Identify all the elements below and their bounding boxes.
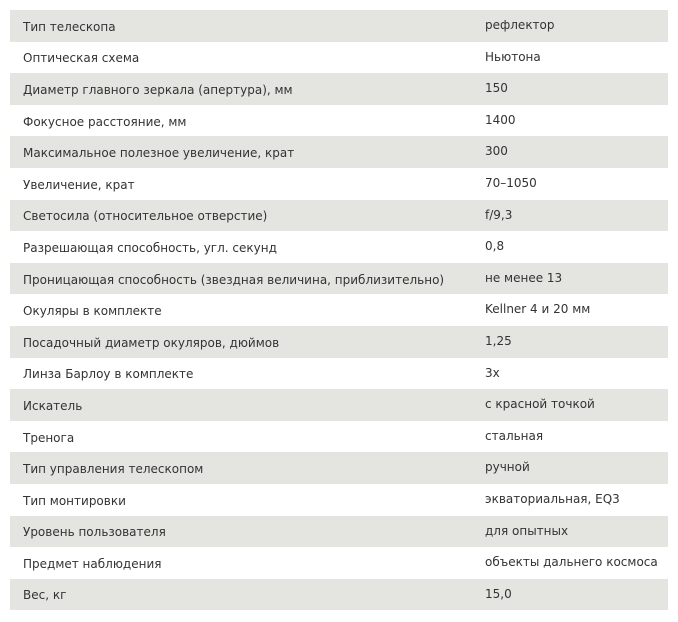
spec-row-optical-scheme <box>10 42 668 74</box>
spec-value: не менее 13 <box>485 270 563 285</box>
spec-label: Вес, кг <box>23 588 67 603</box>
spec-label: Тип монтировки <box>23 493 126 508</box>
spec-value: с красной точкой <box>485 397 595 412</box>
spec-row-focal-length <box>10 105 668 137</box>
spec-label: Тип управления телескопом <box>23 462 204 477</box>
spec-row-eyepiece-barrel <box>10 326 668 358</box>
spec-row-eyepieces <box>10 294 668 326</box>
spec-value: 300 <box>485 144 508 159</box>
spec-label: Светосила (относительное отверстие) <box>23 209 268 224</box>
spec-value: рефлектор <box>485 18 555 32</box>
spec-value: стальная <box>485 428 544 443</box>
spec-label: Искатель <box>23 398 83 413</box>
spec-value: 0,8 <box>485 239 505 254</box>
spec-value: 3x <box>485 365 500 380</box>
spec-row-control-type <box>10 452 668 484</box>
spec-label: Тип телескопа <box>23 19 116 34</box>
spec-value: f/9,3 <box>485 207 513 222</box>
spec-value: для опытных <box>485 523 569 538</box>
spec-label: Предмет наблюдения <box>23 556 162 571</box>
spec-value: ручной <box>485 460 530 475</box>
spec-label: Увеличение, крат <box>23 177 135 192</box>
spec-label: Линза Барлоу в комплекте <box>23 367 194 382</box>
spec-row-weight <box>10 579 668 611</box>
spec-value: 15,0 <box>485 586 512 601</box>
spec-row-mount-type <box>10 484 668 516</box>
spec-value: экваториальная, EQ3 <box>485 491 620 506</box>
specs-table <box>10 10 668 610</box>
spec-row-focal-ratio <box>10 200 668 232</box>
spec-value: 150 <box>485 81 508 96</box>
spec-row-limiting-magnitude <box>10 263 668 295</box>
spec-row-observation-target <box>10 547 668 579</box>
spec-label: Максимальное полезное увеличение, крат <box>23 146 295 161</box>
spec-value: Kellner 4 и 20 мм <box>485 302 591 317</box>
spec-row-telescope-type <box>10 10 668 42</box>
spec-row-max-magnification <box>10 136 668 168</box>
spec-value: 1400 <box>485 112 516 127</box>
spec-row-magnification <box>10 168 668 200</box>
spec-row-finder <box>10 389 668 421</box>
spec-label: Тренога <box>23 430 75 445</box>
spec-row-tripod <box>10 421 668 453</box>
spec-label: Фокусное расстояние, мм <box>23 114 187 129</box>
spec-row-user-level <box>10 516 668 548</box>
spec-value: 70–1050 <box>485 175 537 190</box>
spec-value: объекты дальнего космоса <box>485 555 658 570</box>
spec-label: Диаметр главного зеркала (апертура), мм <box>23 82 293 97</box>
spec-label: Проницающая способность (звездная величина, приблизительно) <box>23 272 445 287</box>
spec-row-barlow-lens <box>10 358 668 390</box>
spec-row-resolution <box>10 231 668 263</box>
spec-label: Окуляры в комплекте <box>23 304 162 319</box>
spec-value: 1,25 <box>485 333 512 348</box>
spec-label: Разрешающая способность, угл. секунд <box>23 240 277 255</box>
spec-label: Уровень пользователя <box>23 525 166 540</box>
spec-row-aperture <box>10 73 668 105</box>
spec-value: Ньютона <box>485 49 541 64</box>
spec-label: Посадочный диаметр окуляров, дюймов <box>23 335 280 350</box>
spec-label: Оптическая схема <box>23 51 140 66</box>
